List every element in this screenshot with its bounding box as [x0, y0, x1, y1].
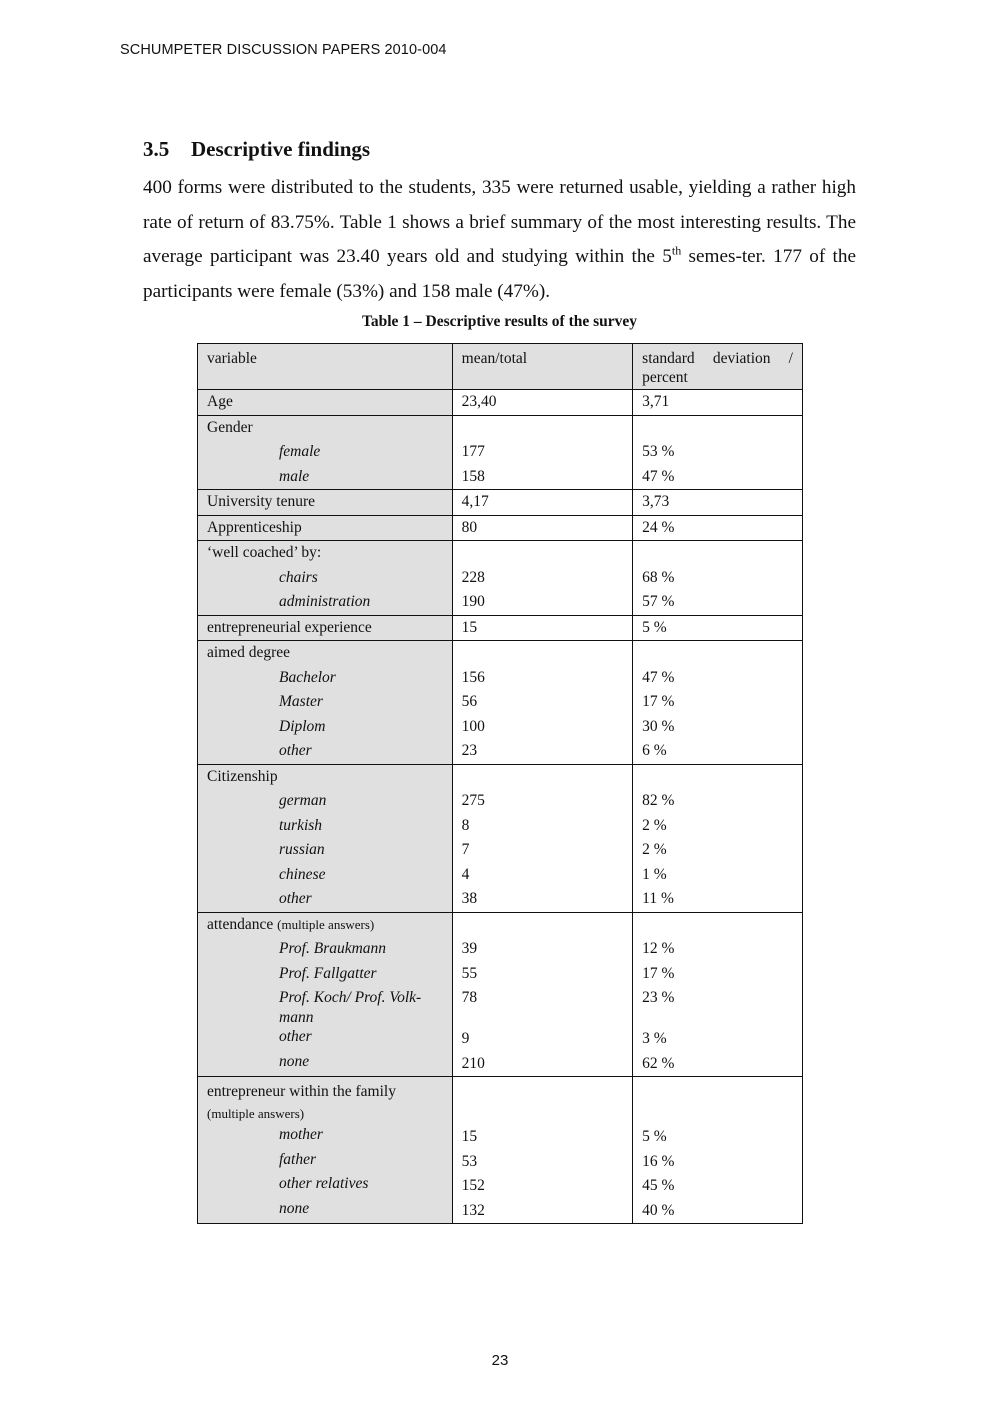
table-row — [198, 1174, 803, 1199]
group-apprenticeship — [198, 515, 803, 541]
row-value: 39 — [452, 937, 633, 962]
table-row — [198, 1027, 803, 1052]
group-coached — [198, 541, 803, 616]
table-row — [198, 566, 803, 591]
row-value: 78 — [452, 986, 633, 1027]
superscript-th: th — [671, 243, 682, 258]
table-row — [198, 440, 803, 465]
header-sd-percent: standard deviation / percent — [633, 344, 803, 390]
group-label: Citizenship — [198, 764, 453, 789]
row-value: 53 — [452, 1150, 633, 1175]
row-label: Diplom — [198, 715, 453, 740]
group-attendance — [198, 912, 803, 1077]
row-percent: 82 % — [633, 789, 803, 814]
row-value: 7 — [452, 838, 633, 863]
row-label: none — [198, 1199, 453, 1224]
row-value: 190 — [452, 590, 633, 615]
row-value: 132 — [452, 1199, 633, 1224]
table-caption: Table 1 – Descriptive results of the survey — [361, 313, 638, 330]
table-row — [198, 641, 803, 666]
row-label: chairs — [198, 566, 453, 591]
table-row — [198, 863, 803, 888]
row-label: other — [198, 887, 453, 912]
row-percent: 1 % — [633, 863, 803, 888]
table-row — [198, 1125, 803, 1150]
section-number: 3.5 — [143, 137, 170, 161]
row-value: 15 — [452, 1125, 633, 1150]
row-value: 158 — [452, 465, 633, 490]
row-label: turkish — [198, 814, 453, 839]
row-value: 156 — [452, 666, 633, 691]
row-label: female — [198, 440, 453, 465]
table-row — [198, 590, 803, 615]
group-label: attendance (multiple answers) — [198, 912, 453, 937]
row-percent: 6 % — [633, 739, 803, 764]
table-header — [198, 344, 803, 390]
group-label: entrepreneur within the family (multiple answers) — [198, 1077, 453, 1126]
row-percent: 5 % — [633, 1125, 803, 1150]
table-row — [198, 1052, 803, 1077]
group-family — [198, 1077, 803, 1224]
row-label: Prof. Braukmann — [198, 937, 453, 962]
table-row — [198, 887, 803, 912]
table-row — [198, 838, 803, 863]
page-number: 23 — [491, 1352, 509, 1369]
row-value: 9 — [452, 1027, 633, 1052]
table-row — [198, 666, 803, 691]
table-row — [198, 1199, 803, 1224]
row-value: 8 — [452, 814, 633, 839]
group-tenure — [198, 490, 803, 516]
results-table — [197, 343, 803, 1224]
group-entrepreneurial-experience — [198, 615, 803, 641]
row-percent: 47 % — [633, 666, 803, 691]
row-value: 210 — [452, 1052, 633, 1077]
row-label: german — [198, 789, 453, 814]
row-percent: 57 % — [633, 590, 803, 615]
group-gender — [198, 415, 803, 490]
row-percent: 30 % — [633, 715, 803, 740]
row-value: 38 — [452, 887, 633, 912]
row-label: University tenure — [198, 490, 453, 516]
row-percent: 47 % — [633, 465, 803, 490]
table-row — [198, 789, 803, 814]
table-row — [198, 739, 803, 764]
row-label: Prof. Fallgatter — [198, 962, 453, 987]
row-percent: 17 % — [633, 962, 803, 987]
row-percent: 5 % — [633, 615, 803, 641]
row-percent: 62 % — [633, 1052, 803, 1077]
table-row — [198, 764, 803, 789]
row-value: 80 — [452, 515, 633, 541]
row-percent: 16 % — [633, 1150, 803, 1175]
row-label: father — [198, 1150, 453, 1175]
row-label: Apprenticeship — [198, 515, 453, 541]
row-value: 275 — [452, 789, 633, 814]
row-label: other — [198, 1027, 453, 1052]
table-row — [198, 515, 803, 541]
table-row — [198, 912, 803, 937]
row-label: other — [198, 739, 453, 764]
section-title-text: Descriptive findings — [191, 137, 371, 161]
table-row — [198, 1077, 803, 1126]
table-row — [198, 615, 803, 641]
row-value: 152 — [452, 1174, 633, 1199]
row-label: administration — [198, 590, 453, 615]
group-aimed-degree — [198, 641, 803, 765]
row-label: other relatives — [198, 1174, 453, 1199]
multiple-answers-note: (multiple answers) — [207, 1106, 305, 1121]
row-percent: 17 % — [633, 690, 803, 715]
row-percent: 3 % — [633, 1027, 803, 1052]
row-label: Bachelor — [198, 666, 453, 691]
row-label: mother — [198, 1125, 453, 1150]
row-value: 56 — [452, 690, 633, 715]
body-paragraph — [143, 171, 856, 309]
table-row — [198, 415, 803, 440]
row-label: none — [198, 1052, 453, 1077]
table-row — [198, 465, 803, 490]
paragraph-text-a: 400 forms were distributed to the students, 335 were returned usable, yielding a rather high rate of return of 83.75%. Table 1 shows a brief summary of the most interesting results. The average participant was 23.40 years old and studying within the 5 — [143, 177, 856, 268]
table-row — [198, 490, 803, 516]
row-label: russian — [198, 838, 453, 863]
table-row — [198, 814, 803, 839]
row-label: chinese — [198, 863, 453, 888]
row-label: male — [198, 465, 453, 490]
table-row — [198, 690, 803, 715]
table-row — [198, 986, 803, 1027]
row-label: Age — [198, 390, 453, 416]
row-percent: 53 % — [633, 440, 803, 465]
group-label: ‘well coached’ by: — [198, 541, 453, 566]
paragraph-text-b: semes-ter. 177 of the participants were female (53%) and 158 male (47%). — [143, 246, 856, 302]
row-percent: 2 % — [633, 838, 803, 863]
table-row — [198, 937, 803, 962]
table-row — [198, 1150, 803, 1175]
row-value: 177 — [452, 440, 633, 465]
row-label: Master — [198, 690, 453, 715]
table-row — [198, 541, 803, 566]
row-percent: 23 % — [633, 986, 803, 1027]
row-value: 228 — [452, 566, 633, 591]
row-sd: 3,73 — [633, 490, 803, 516]
row-percent: 11 % — [633, 887, 803, 912]
row-percent: 2 % — [633, 814, 803, 839]
row-value: 55 — [452, 962, 633, 987]
row-percent: 24 % — [633, 515, 803, 541]
group-citizenship — [198, 764, 803, 912]
row-percent: 45 % — [633, 1174, 803, 1199]
running-header: SCHUMPETER DISCUSSION PAPERS 2010-004 — [120, 42, 447, 58]
table-row — [198, 715, 803, 740]
row-value: 4 — [452, 863, 633, 888]
group-label: Gender — [198, 415, 453, 440]
group-age — [198, 390, 803, 416]
table-row — [198, 962, 803, 987]
header-variable: variable — [198, 344, 453, 390]
group-label: aimed degree — [198, 641, 453, 666]
row-label: entrepreneurial experience — [198, 615, 453, 641]
row-value: 15 — [452, 615, 633, 641]
row-label: Prof. Koch/ Prof. Volk-mann — [198, 986, 453, 1027]
row-value: 23 — [452, 739, 633, 764]
header-mean-total: mean/total — [452, 344, 633, 390]
row-percent: 68 % — [633, 566, 803, 591]
row-sd: 3,71 — [633, 390, 803, 416]
row-value: 23,40 — [452, 390, 633, 416]
row-percent: 40 % — [633, 1199, 803, 1224]
row-value: 100 — [452, 715, 633, 740]
table-row — [198, 390, 803, 416]
row-value: 4,17 — [452, 490, 633, 516]
section-title — [143, 137, 370, 162]
multiple-answers-note: (multiple answers) — [277, 916, 375, 932]
row-percent: 12 % — [633, 937, 803, 962]
